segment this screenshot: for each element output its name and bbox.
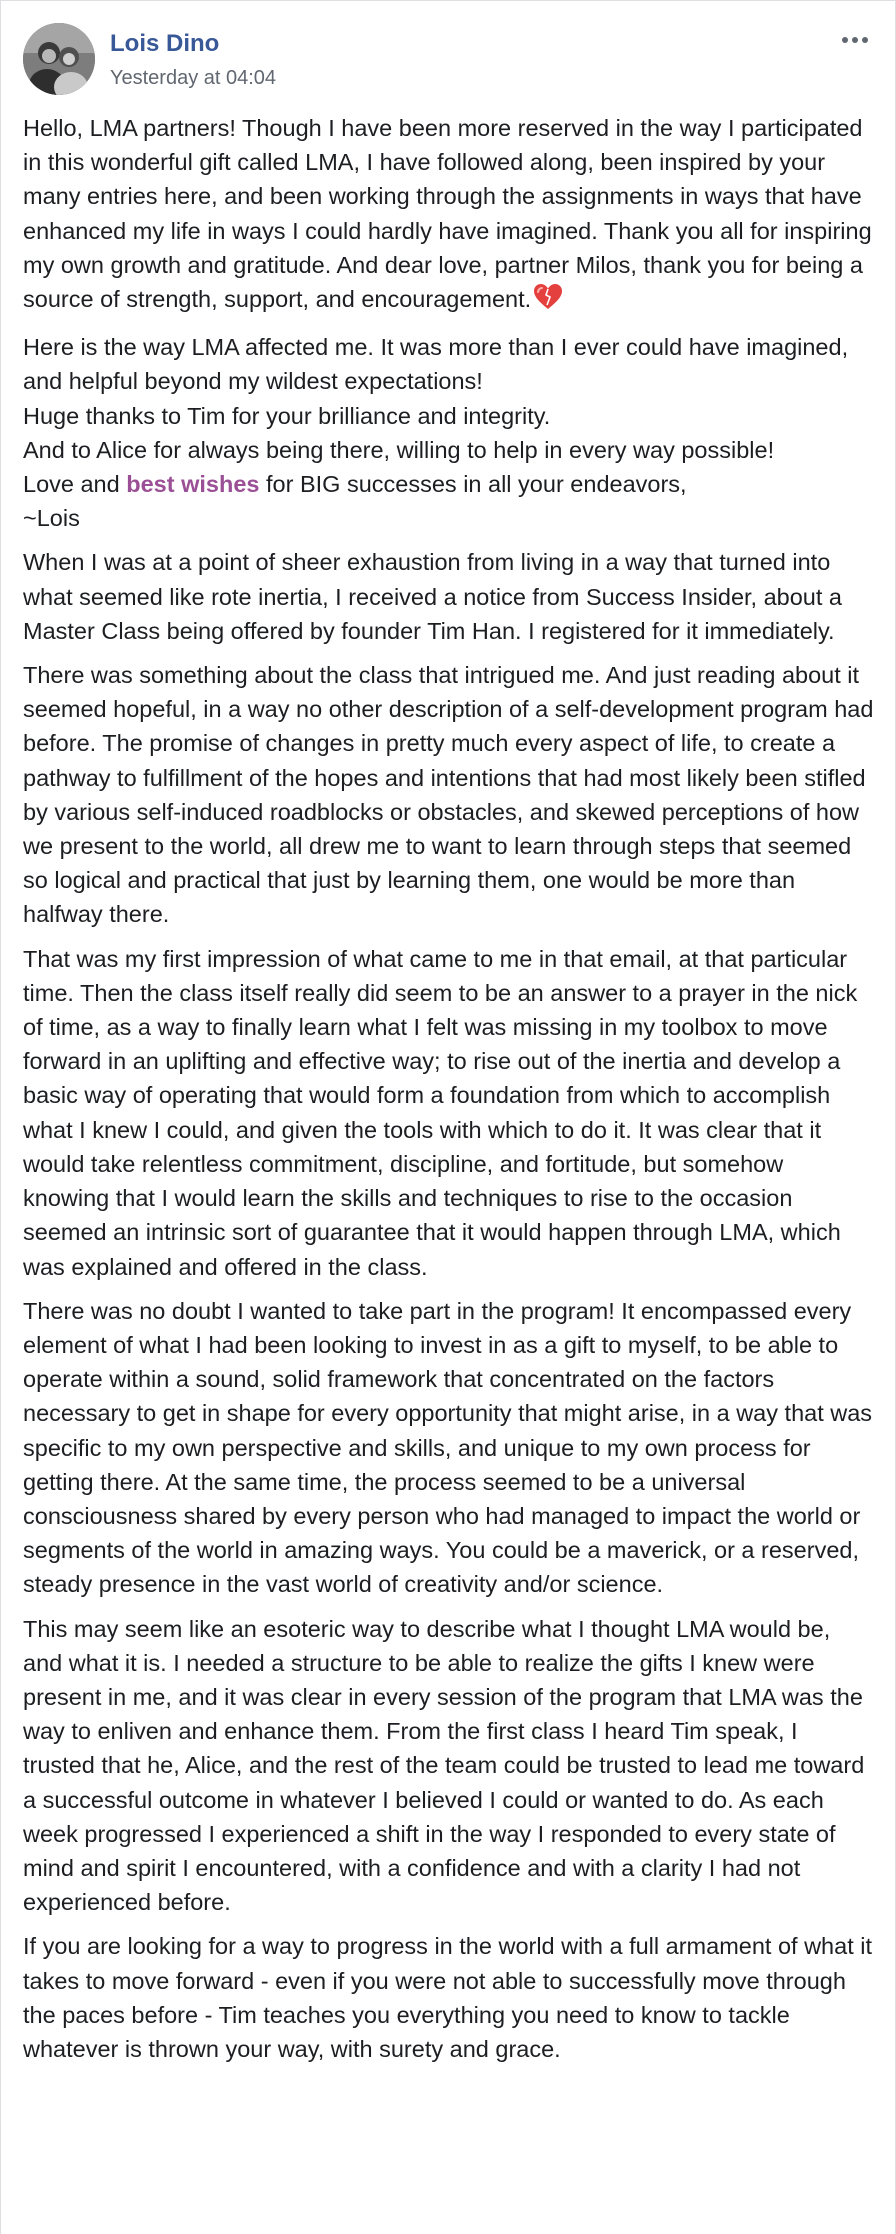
avatar[interactable] — [23, 23, 95, 95]
paragraph-1 — [23, 111, 875, 320]
paragraph-4: There was something about the class that intrigued me. And just reading about it seemed hopeful, in a way no other description of a self-development program had before. The promise of changes in pretty much every aspect of life, to create a pathway to fulfillment of the hopes and intentions that had most likely been stifled by various self-induced roadblocks or obstacles, and skewed perceptions of how we present to the world, all drew me to want to learn through steps that seemed so logical and practical that just by learning them, one would be more than halfway there. — [23, 662, 874, 928]
ellipsis-icon[interactable] — [835, 25, 875, 55]
best-wishes-link[interactable]: best wishes — [126, 471, 260, 498]
paragraph-5: That was my first impression of what came to me in that email, at that particular time. Then the class itself really did seem to be an answer to a prayer in the nick of time, as a way to finally learn what I felt was missing in my toolbox to move forward in an uplifting and effective way; to rise out of the inertia and develop a basic way of operating that would form a foundation from which to accomplish what I knew I could, and given the tools with which to do it. It was clear that it would take relentless commitment, discipline, and fortitude, but somehow knowing that I would learn the skills and techniques to rise to the occasion seemed an intrinsic sort of guarantee that it would happen through LMA, which was explained and offered in the class. — [23, 945, 858, 1280]
sparkling-heart-icon — [533, 283, 563, 320]
paragraph-6: There was no doubt I wanted to take part in the program! It encompassed every element of what I had been looking to invest in as a gift to myself, to be able to operate within a sound, solid framework that concentrated on the factors necessary to get in shape for every opportunity that might arise, in a way that was specific to my own perspective and skills, and unique to my own process for getting there. At the same time, the process seemed to be a universal consciousness shared by every person who had managed to impact the world or segments of the world in amazing ways. You could be a maverick, or a reserved, steady presence in the vast world of creativity and/or science. — [23, 1297, 873, 1598]
paragraph-2 — [23, 330, 875, 535]
post-timestamp[interactable]: Yesterday at 04:04 — [110, 67, 277, 89]
profile-photo-icon — [23, 23, 95, 95]
post-body — [23, 111, 875, 2076]
paragraph-7: This may seem like an esoteric way to describe what I thought LMA would be, and what it is. I needed a structure to be able to realize the gifts I knew were present in me, and it was clear in every session of the program that LMA was the way to enliven and enhance them. From the first class I heard Tim speak, I trusted that he, Alice, and the rest of the team could be trusted to lead me toward a successful outcome in whatever I believed I could or wanted to do. As each week progressed I experienced a shift in the way I responded to every state of mind and spirit I encountered, with a confidence and with a clarity I had not experienced before. — [23, 1615, 865, 1916]
author-name[interactable]: Lois Dino — [110, 30, 220, 57]
paragraph-2-line-4-before: Love and — [23, 471, 127, 498]
paragraph-2-line-3: And to Alice for always being there, willing to help in every way possible! — [23, 436, 775, 463]
paragraph-1-text: Hello, LMA partners! Though I have been more reserved in the way I participated in this wonderful gift called LMA, I have followed along, been inspired by your many entries here, and been working through the assignments in ways that have enhanced my life in ways I could hardly have imagined. Thank you all for inspiring my own growth and gratitude. And dear love, partner Milos, thank you for being a source of strength, support, and encouragement. — [23, 115, 872, 313]
dot — [842, 37, 848, 43]
signature: ~Lois — [23, 505, 80, 532]
paragraph-8: If you are looking for a way to progress in the world with a full armament of what it takes to move forward - even if you were not able to successfully move through the paces before - Tim teaches you everything you need to know to tackle whatever is thrown your way, with surety and grace. — [23, 1933, 873, 2062]
dot — [852, 37, 858, 43]
post-header — [23, 23, 875, 95]
dot — [862, 37, 868, 43]
paragraph-3: When I was at a point of sheer exhaustion from living in a way that turned into what seemed like rote inertia, I received a notice from Success Insider, about a Master Class being offered by founder Tim Han. I registered for it immediately. — [23, 549, 843, 644]
paragraph-2-line-1: Here is the way LMA affected me. It was more than I ever could have imagined, and helpful beyond my wildest expectations! — [23, 334, 849, 395]
paragraph-2-line-4-after: for BIG successes in all your endeavors, — [259, 471, 687, 498]
paragraph-2-line-2: Huge thanks to Tim for your brilliance and integrity. — [23, 402, 551, 429]
